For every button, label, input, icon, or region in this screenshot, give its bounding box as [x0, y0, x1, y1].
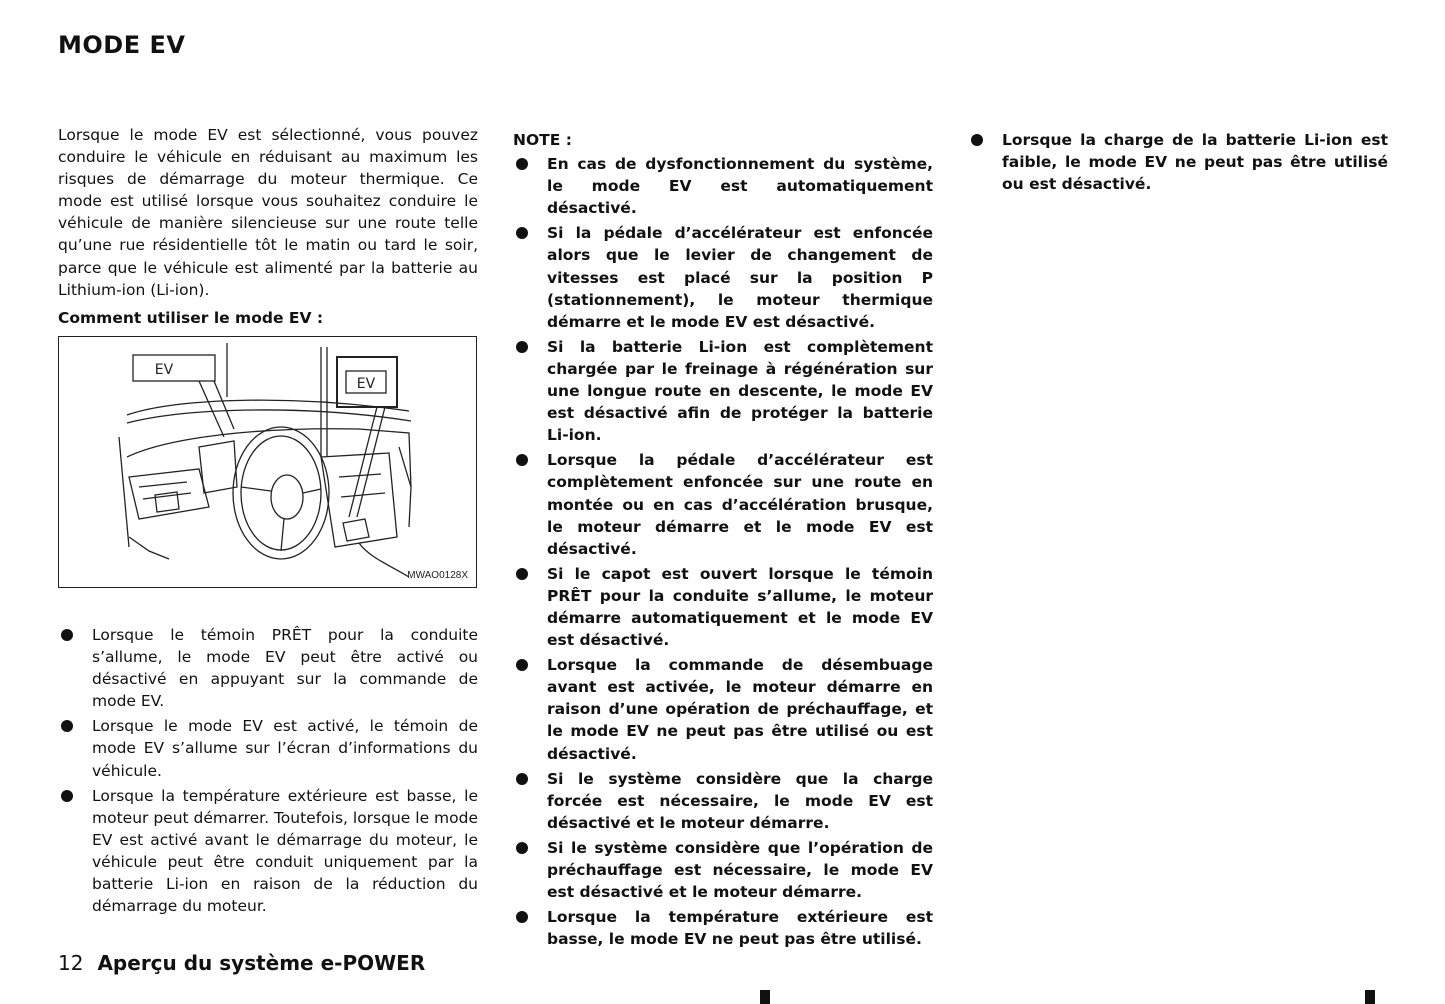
ev-label-right: EV	[356, 376, 376, 392]
note-title: NOTE :	[513, 131, 572, 149]
bullet-icon	[61, 720, 73, 732]
list-item: Lorsque le mode EV est activé, le témoin de mode EV s’allume sur l’écran d’informations du véhicule.	[58, 715, 478, 781]
note-item: Lorsque la charge de la batterie Li-ion est faible, le mode EV ne peut pas être utilisé ou est désactivé.	[968, 129, 1388, 195]
bullet-icon	[516, 568, 528, 580]
bullet-icon	[516, 773, 528, 785]
column-right	[968, 129, 1388, 198]
ev-callout-left	[133, 355, 215, 381]
bullet-icon	[61, 790, 73, 802]
note-item: Lorsque la température extérieure est basse, le mode EV ne peut pas être utilisé.	[513, 906, 933, 950]
note-list	[513, 153, 933, 950]
column-middle	[513, 129, 933, 953]
note-item: Si le système considère que l’opération de préchauffage est nécessaire, le mode EV est désactivé et le moteur démarre.	[513, 837, 933, 903]
bullet-icon	[516, 454, 528, 466]
bullet-list-left	[58, 624, 478, 920]
note-item: En cas de dysfonctionnement du système, le mode EV est automatiquement désactivé.	[513, 153, 933, 219]
crop-mark	[1365, 990, 1375, 1004]
bullet-icon	[516, 341, 528, 353]
note-item: Si le capot est ouvert lorsque le témoin PRÊT pour la conduite s’allume, le moteur démarre automatiquement et le mode EV est désactivé.	[513, 563, 933, 651]
bullet-icon	[516, 227, 528, 239]
note-item: Si la batterie Li-ion est complètement chargée par le freinage à régénération sur une longue route en descente, le mode EV est désactivé afin de protéger la batterie Li-ion.	[513, 336, 933, 446]
note-item: Lorsque la commande de désembuage avant est activée, le moteur démarre en raison d’une opération de préchauffage, et le mode EV ne peut pas être utilisé ou est désactivé.	[513, 654, 933, 764]
page-footer	[58, 951, 425, 975]
list-item: Lorsque le témoin PRÊT pour la conduite s’allume, le mode EV peut être activé ou désactivé en appuyant sur la commande de mode EV.	[58, 624, 478, 712]
note-item: Si le système considère que la charge forcée est nécessaire, le mode EV est désactivé et le moteur démarre.	[513, 768, 933, 834]
bullet-icon	[971, 134, 983, 146]
figure-code: MWAO0128X	[407, 570, 468, 581]
ev-label-left: EV	[154, 362, 174, 378]
note-item: Lorsque la pédale d’accélérateur est complètement enfoncée sur une route en montée ou en cas d’accélération brusque, le moteur démarre et le mode EV est désactivé.	[513, 449, 933, 559]
crop-mark	[760, 990, 770, 1004]
how-to-heading: Comment utiliser le mode EV :	[58, 308, 324, 327]
bullet-icon	[516, 158, 528, 170]
dashboard-illustration	[58, 336, 477, 588]
bullet-icon	[516, 842, 528, 854]
intro-paragraph: Lorsque le mode EV est sélectionné, vous pouvez conduire le véhicule en réduisant au maximum les risques de démarrage du moteur thermique. Ce mode est utilisé lorsque vous souhaitez conduire le véhicule de manière silencieuse sur une route telle qu’une rue résidentielle tôt le matin ou tard le soir, parce que le véhicule est alimenté par la batterie au Lithium-ion (Li-ion).	[58, 126, 478, 299]
page-number: 12	[58, 951, 84, 975]
list-item: Lorsque la température extérieure est basse, le moteur peut démarrer. Toutefois, lorsque le mode EV est activé avant le démarrage du moteur, le véhicule peut être conduit uniquement par la batterie Li-ion en raison de la réduction du démarrage du moteur.	[58, 785, 478, 918]
dashboard-drawing	[59, 337, 475, 586]
section-title: Aperçu du système e-POWER	[97, 951, 426, 975]
bullet-icon	[516, 911, 528, 923]
page-title: MODE EV	[58, 31, 186, 59]
note-item: Si la pédale d’accélérateur est enfoncée alors que le levier de changement de vitesses est placé sur la position P (stationnement), le moteur thermique démarre et le mode EV est désactivé.	[513, 222, 933, 332]
bullet-icon	[516, 659, 528, 671]
bullet-icon	[61, 629, 73, 641]
column-left	[58, 124, 478, 329]
